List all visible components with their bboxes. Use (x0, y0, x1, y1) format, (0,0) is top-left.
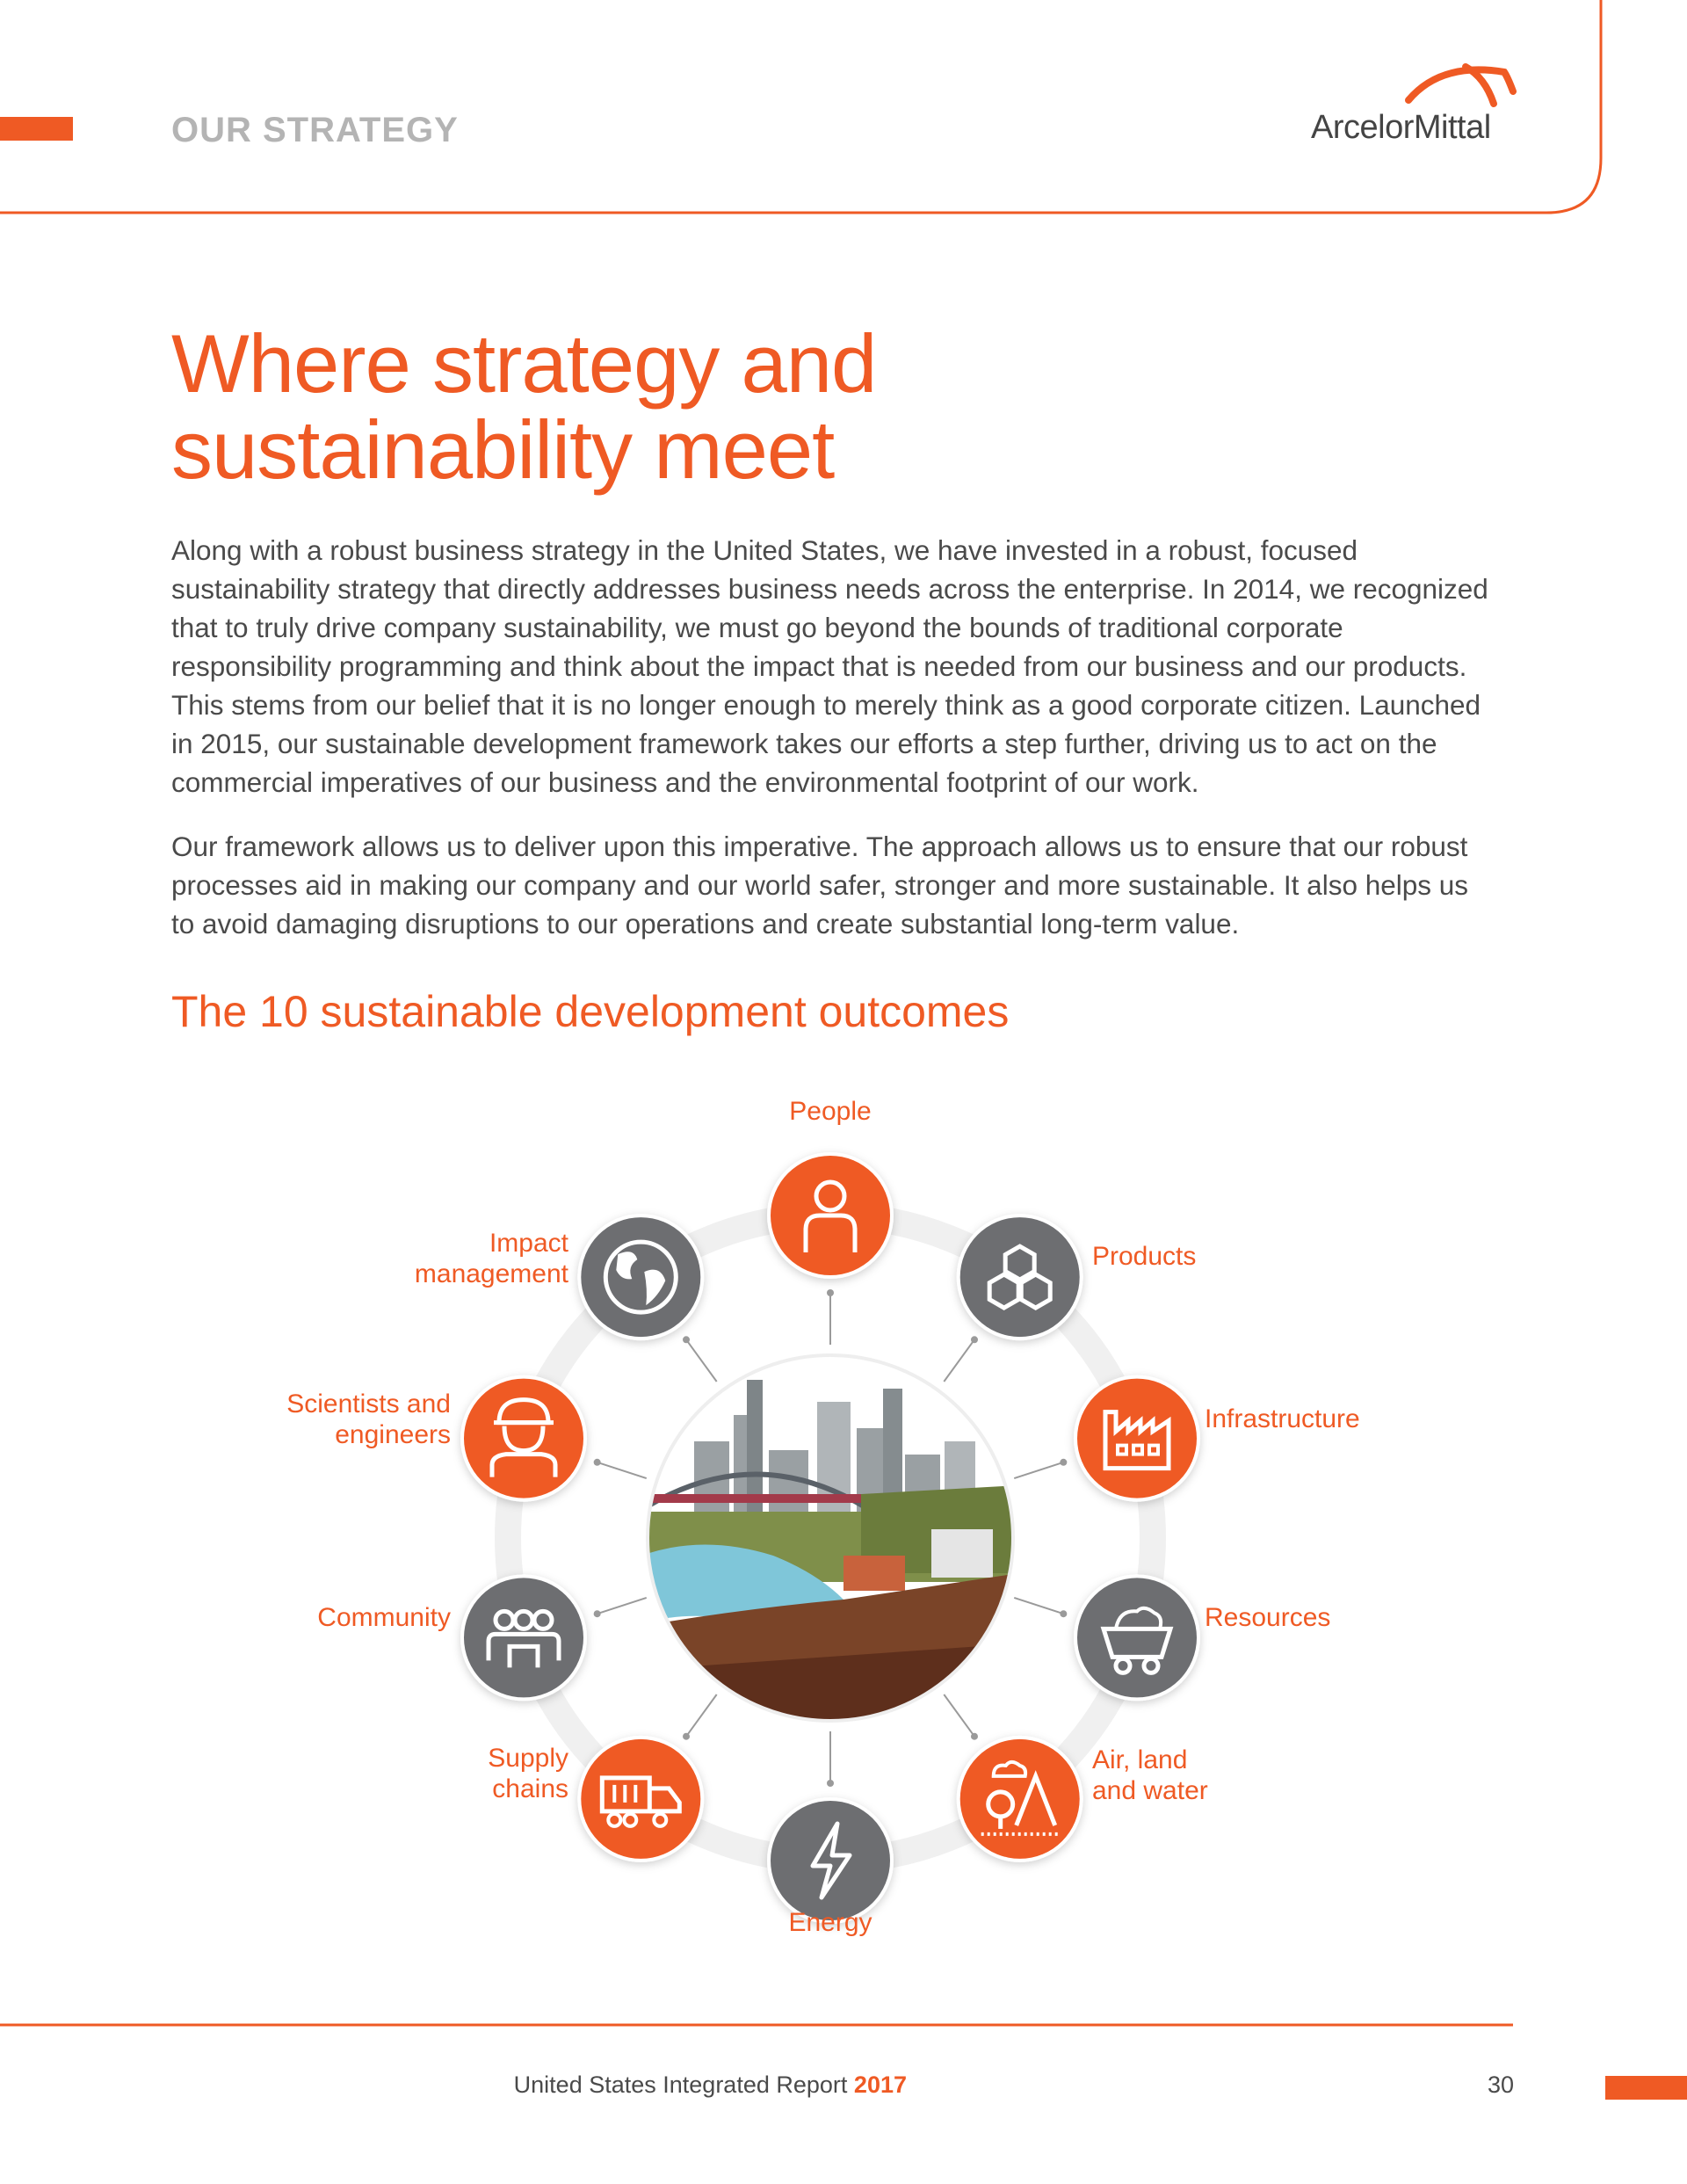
footer-report-name: United States Integrated Report (513, 2072, 848, 2098)
footer-report-title (514, 2072, 907, 2099)
footer-decoration (0, 2013, 1687, 2118)
outcome-node-community (460, 1574, 587, 1701)
outcome-label-resources: Resources (1205, 1603, 1331, 1632)
outcome-node-circle (464, 1578, 583, 1697)
spoke-scientists-and-engineers (597, 1462, 647, 1478)
city-landscape-illustration (641, 1345, 1019, 1731)
outcome-label-supply-chains (488, 1743, 568, 1804)
spoke-dot-energy (827, 1780, 834, 1787)
outcome-node-circle (1077, 1578, 1197, 1697)
outcome-label-scientists-line-2: engineers (335, 1420, 451, 1449)
outcome-label-infrastructure: Infrastructure (1205, 1404, 1360, 1433)
outcome-node-resources (1074, 1574, 1200, 1701)
outcome-node-circle (464, 1379, 583, 1498)
spoke-resources (1014, 1598, 1063, 1614)
outcome-label-scientists-line-1: Scientists and (286, 1389, 451, 1419)
outcome-label-people: People (789, 1097, 872, 1126)
section-label: OUR STRATEGY (171, 111, 459, 149)
spoke-dot-infrastructure (1060, 1459, 1067, 1466)
outcome-node-energy (767, 1797, 894, 1924)
outcome-node-circle (1077, 1379, 1197, 1498)
outcome-node-circle (581, 1739, 700, 1859)
outcome-label-scientists-engineers (286, 1389, 451, 1450)
title-line-1: Where strategy and (171, 317, 877, 410)
outcome-node-people (767, 1152, 894, 1279)
spoke-community (597, 1598, 647, 1614)
outcome-node-infrastructure (1074, 1375, 1200, 1502)
outcome-label-energy: Energy (788, 1908, 872, 1937)
title-line-2: sustainability meet (171, 403, 835, 496)
outcome-label-impact-management (415, 1228, 568, 1289)
spoke-air-land-and-water (944, 1694, 974, 1737)
outcome-node-products (957, 1214, 1083, 1340)
spoke-impact-management (686, 1339, 717, 1382)
outcome-label-community: Community (317, 1603, 451, 1632)
outcome-node-impact-management (577, 1214, 704, 1340)
footer-report-year: 2017 (853, 2072, 907, 2098)
outcome-label-impact-line-2: management (414, 1259, 568, 1288)
outcome-node-circle (960, 1739, 1080, 1859)
page-number: 30 (1488, 2072, 1515, 2098)
spoke-dot-impact-management (683, 1336, 690, 1343)
brand-name: ArcelorMittal (1311, 109, 1491, 146)
outcome-node-scientists-and-engineers (460, 1375, 587, 1502)
outcome-label-impact-line-1: Impact (489, 1229, 568, 1258)
outcome-node-circle (960, 1217, 1080, 1337)
spoke-infrastructure (1014, 1462, 1063, 1478)
outcome-node-circle (581, 1217, 700, 1337)
outcome-node-air-land-and-water (957, 1736, 1083, 1862)
footer-accent-bar (1605, 2076, 1687, 2100)
outcome-label-supply-chains-line-2: chains (492, 1774, 568, 1803)
outcomes-heading: The 10 sustainable development outcomes (171, 987, 1010, 1036)
spoke-dot-people (827, 1289, 834, 1296)
outcome-node-supply-chains (577, 1736, 704, 1862)
spoke-dot-products (971, 1336, 978, 1343)
spoke-dot-community (594, 1610, 601, 1617)
outcome-label-air-land-water (1092, 1745, 1208, 1806)
spoke-products (944, 1339, 974, 1382)
outcome-label-air-land-water-line-2: and water (1092, 1776, 1208, 1805)
outcome-label-supply-chains-line-1: Supply (488, 1744, 568, 1773)
outcome-label-air-land-water-line-1: Air, land (1092, 1745, 1188, 1774)
outcome-node-circle (771, 1801, 890, 1920)
spoke-dot-air-land-and-water (971, 1733, 978, 1740)
spoke-dot-scientists-and-engineers (594, 1459, 601, 1466)
intro-paragraph-1: Along with a robust business strategy in the United States, we have invested in a robust, focused sustainability strategy that directly addresses business needs across the enterprise. In 2014, we recognized that to truly drive company sustainability, we must go beyond the bounds of traditional corporate responsibility programming and think about the impact that is needed from our business and our products. This stems from our belief that it is no longer enough to merely think as a good corporate citizen. Launched in 2015, our sustainable development framework takes our efforts a step further, driving us to act on the commercial imperatives of our business and the environmental footprint of our work. (171, 534, 1488, 798)
intro-paragraph-2: Our framework allows us to deliver upon this imperative. The approach allows us to ensure that our robust processes aid in making our company and our world safer, stronger and more sustainable. It also helps us to avoid damaging disruptions to our operations and create substantial long-term value. (171, 831, 1469, 940)
spoke-dot-resources (1060, 1610, 1067, 1617)
outcome-label-products: Products (1092, 1242, 1197, 1271)
spoke-dot-supply-chains (683, 1733, 690, 1740)
spoke-supply-chains (686, 1694, 717, 1737)
